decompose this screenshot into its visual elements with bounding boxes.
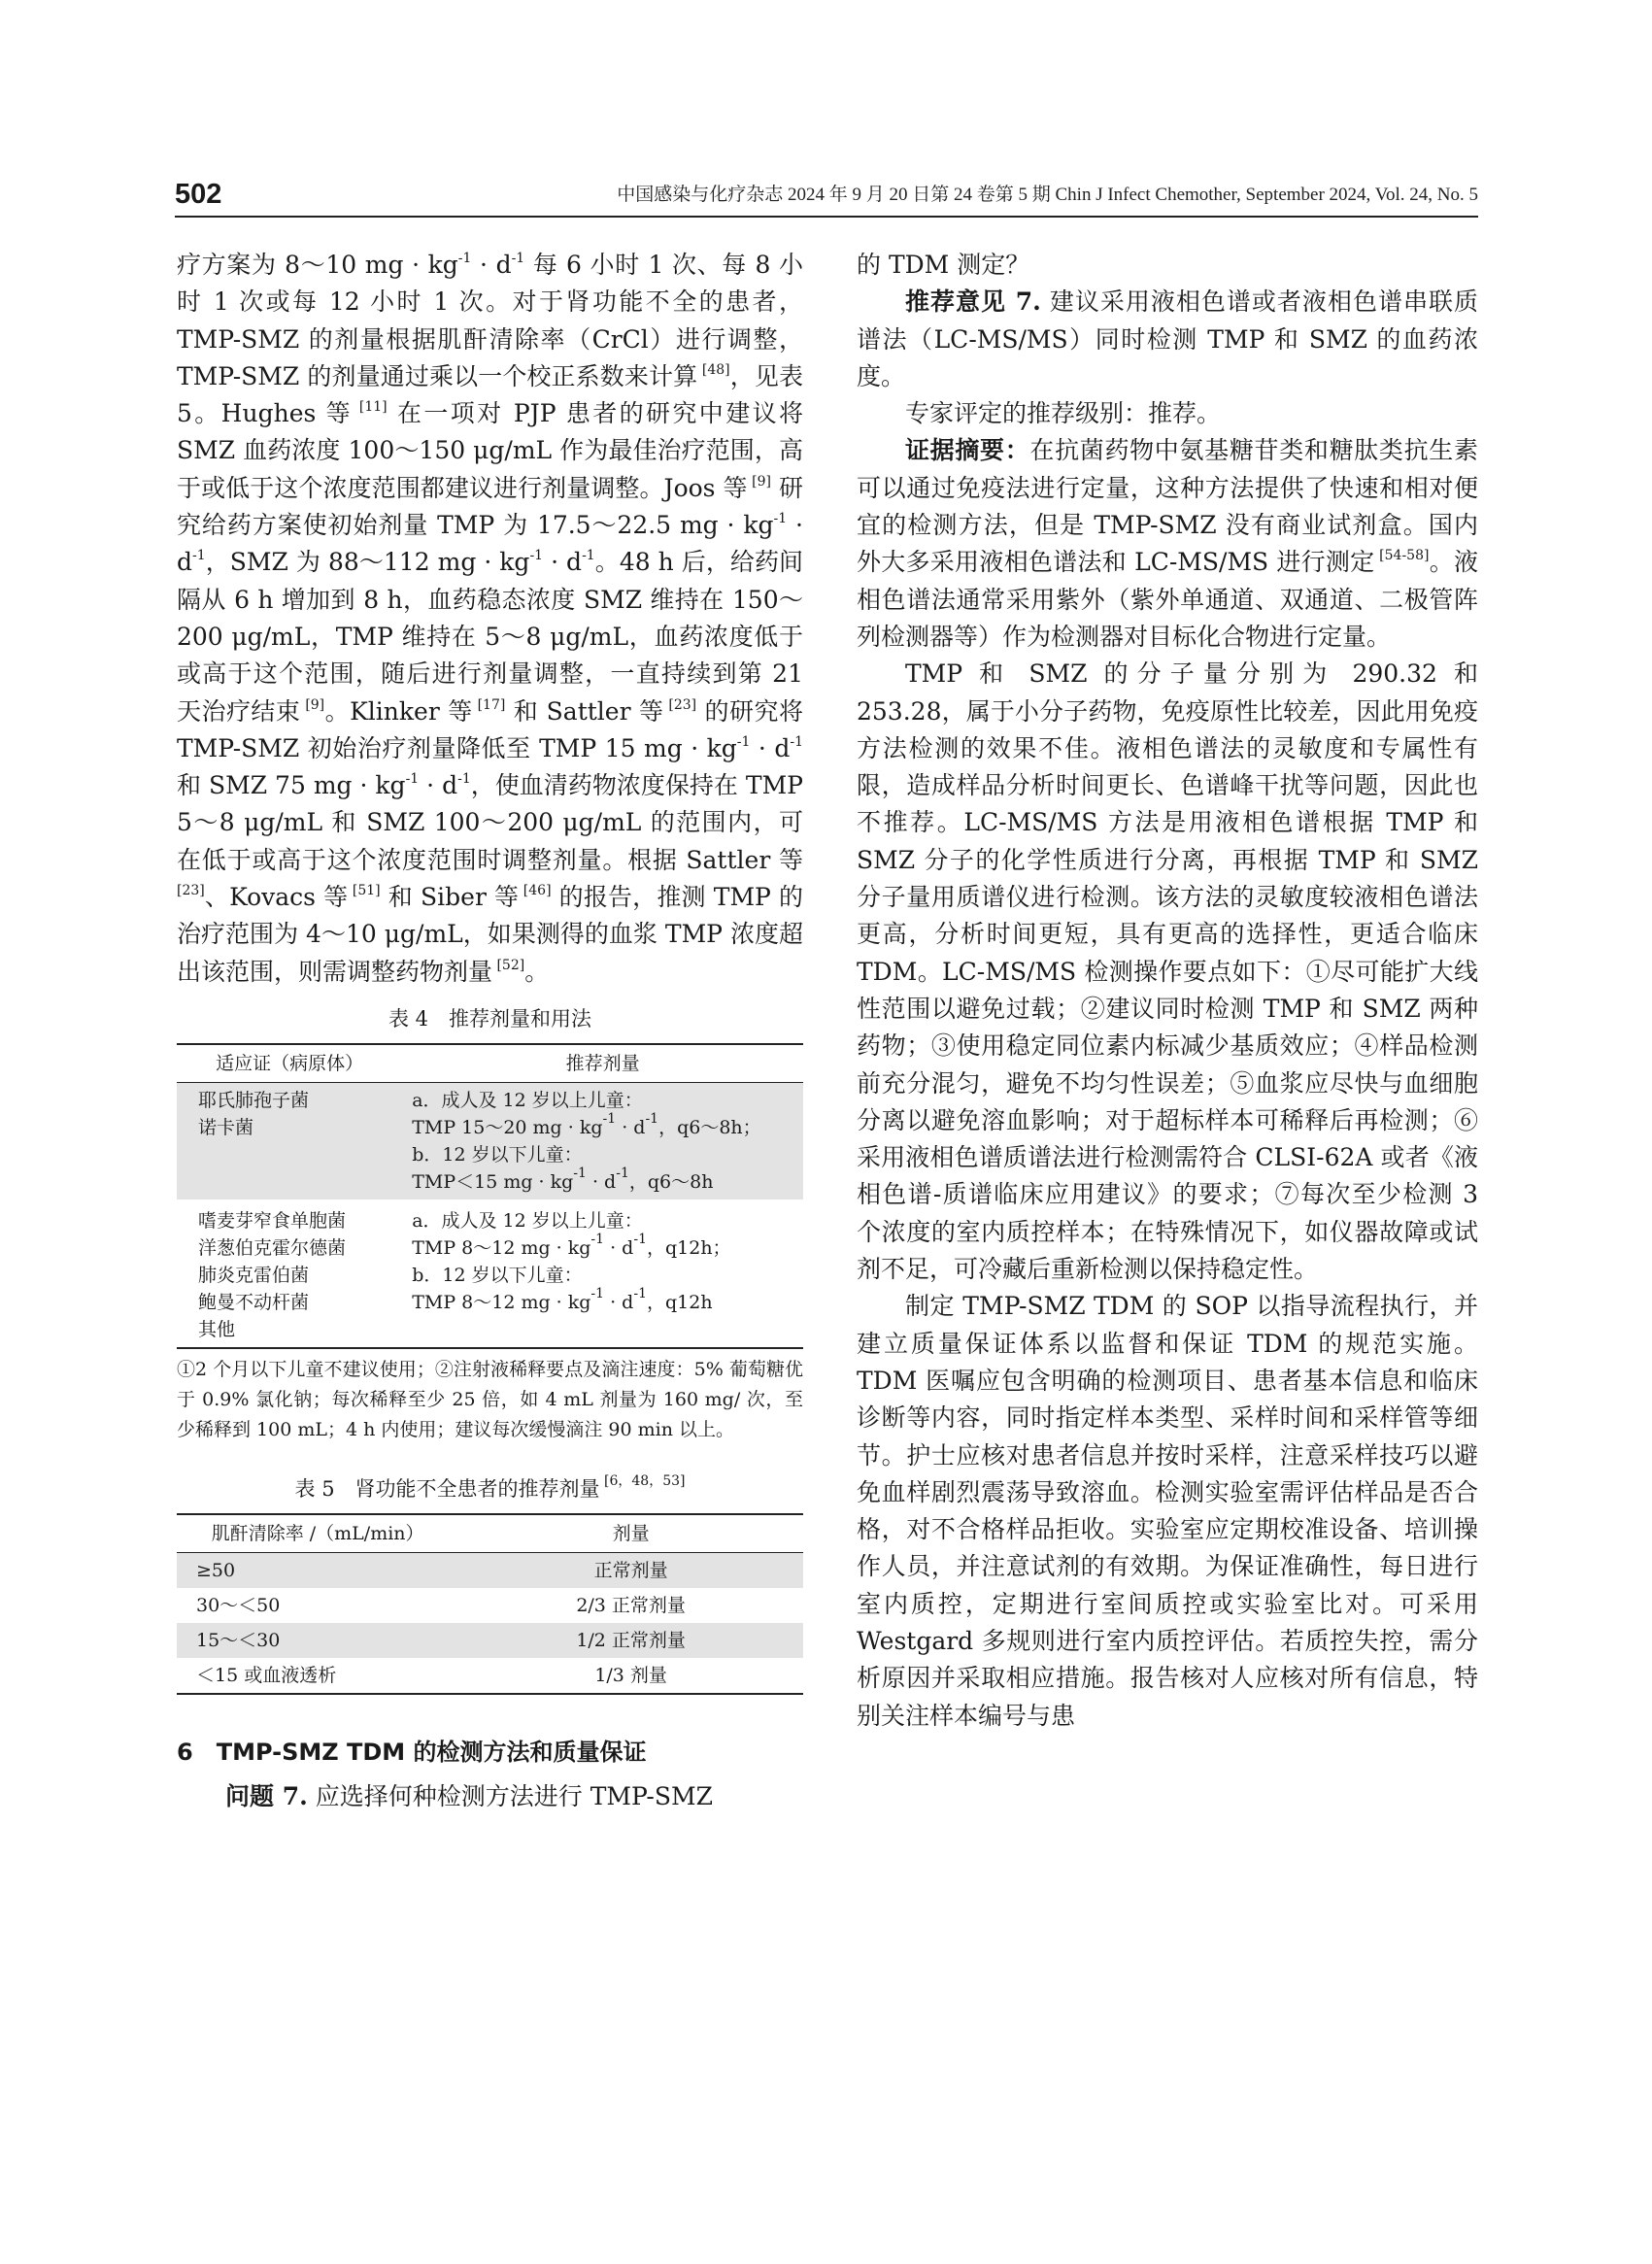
renal-dosage-table xyxy=(177,1513,803,1695)
body-paragraph: TMP 和 SMZ 的分子量分别为 290.32 和 253.28，属于小分子药物，免疫原性比较差，因此用免疫方法检测的效果不佳。液相色谱法的灵敏度和专属性有限，造成样品分析时间更长、色谱峰干扰等问题，因此也不推荐。LC-MS/MS 方法是用液相色谱根据 TMP 和 SMZ 分子的化学性质进行分离，再根据 TMP 和 SMZ 分子量用质谱仪进行检测。该方法的灵敏度较液相色谱法更高，分析时间更短，具有更高的选择性，更适合临床 TDM。LC-MS/MS 检测操作要点如下：①尽可能扩大线性范围以避免过载；②建议同时检测 TMP 和 SMZ 两种药物；③使用稳定同位素内标减少基质效应；④样品检测前充分混匀，避免不均匀性误差；⑤血浆应尽快与血细胞分离以避免溶血影响；对于超标样本可稀释后再检测；⑥采用液相色谱质谱法进行检测需符合 CLSI-62A 或者《液相色谱-质谱临床应用建议》的要求；⑦每次至少检测 3 个浓度的室内质控样本；在特殊情况下，如仪器故障或试剂不足，可冷藏后重新检测以保持稳定性。 xyxy=(857,659,1478,1284)
right-column xyxy=(857,247,1478,1735)
recommendation-paragraph: 推荐意见 7. 建议采用液相色谱或者液相色谱串联质谱法（LC-MS/MS）同时检测 TMP 和 SMZ 的血药浓度。 xyxy=(857,287,1478,390)
table-caption: 表 4 推荐剂量和用法 xyxy=(388,1006,592,1031)
body-paragraph: 疗方案为 8～10 mg · $kg^{-1} \cdot d^{-1}$ 每 6 小时 1 次、每 8 小时 1 次或每 12 小时 1 次。对于肾功能不全的患者，TMP-SMZ 的剂量根据肌酐清除率（CrCl）进行调整，TMP-SMZ 的剂量通过乘以一个校正系数来计算 [48]，见表 5。Hughes 等 [11] 在一项对 PJP 患者的研究中建议将 SMZ 血药浓度 100～150 μg/mL 作为最佳治疗范围，高于或低于这个浓度范围都建议进行剂量调整。Joos 等 [9] 研究给药方案使初始剂量 TMP 为 17.5～22.5 mg · $kg^{-1} \cdot d^{-1}$，SMZ 为 88～112 mg · $kg^{-1} \cdot d^{-1}$。48 h 后，给药间隔从 6 h 增加到 8 h，血药稳态浓度 SMZ 维持在 150～200 μg/mL，TMP 维持在 5～8 μg/mL，血药浓度低于或高于这个范围，随后进行剂量调整，一直持续到第 21 天治疗结束 [9]。Klinker 等 [17] 和 Sattler 等 [23] 的研究将 TMP-SMZ 初始治疗剂量降低至 TMP 15 mg · $kg^{-1} \cdot d^{-1}$ 和 SMZ 75 mg · $kg^{-1} \cdot d^{-1}$，使血清药物浓度保持在 TMP 5～8 μg/mL 和 SMZ 100～200 μg/mL 的范围内，可在低于或高于这个浓度范围时调整剂量。根据 Sattler 等 [23]、Kovacs 等 [51] 和 Siber 等 [46] 的报告，推测 TMP 的治疗范围为 4～10 μg/mL，如果测得的血浆 TMP 浓度超出该范围，则需调整药物剂量 [52]。 xyxy=(177,251,804,986)
table-header: 推荐剂量 xyxy=(402,1044,803,1083)
table-row: 30～＜50 2/3 正常剂量 xyxy=(196,1594,686,1616)
page-number: 502 xyxy=(175,179,222,210)
question-paragraph: 问题 7. 应选择何种检测方法进行 TMP-SMZ xyxy=(225,1781,713,1810)
dosage-table xyxy=(177,1043,803,1349)
table-header: 适应证（病原体） xyxy=(177,1044,402,1083)
left-column xyxy=(177,247,803,1815)
table-row: 15～＜30 1/2 正常剂量 xyxy=(177,1623,803,1658)
table-row: 耶氏肺孢子菌 诺卡菌 a．成人及 12 岁以上儿童： TMP 15～20 mg · $kg^{-1} \cdot d^{-1}$，q6～8h； b．12 岁以下儿童： TMP＜15 mg · $kg^{-1} \cdot d^{-1}$，q6～8h xyxy=(177,1082,803,1200)
table-row: ＜15 或血液透析 1/3 剂量 xyxy=(177,1658,803,1694)
journal-running-title: 中国感染与化疗杂志 2024 年 9 月 20 日第 24 卷第 5 期 Chin J Infect Chemother, September 2024, Vol. 24, No. 5 xyxy=(617,185,1478,205)
table-row: 嗜麦芽窄食单胞菌 洋葱伯克霍尔德菌 肺炎克雷伯菌 鲍曼不动杆菌 其他 a．成人及 12 岁以上儿童： TMP 8～12 mg · $kg^{-1} \cdot d^{-1}$，q12h； b．12 岁以下儿童： TMP 8～12 mg · $kg^{-1} \cdot d^{-1}$，q12h xyxy=(177,1200,803,1348)
table-row: ≥50 正常剂量 xyxy=(177,1552,803,1588)
page-header xyxy=(175,177,1478,218)
section-heading: 6 TMP-SMZ TDM 的检测方法和质量保证 xyxy=(177,1738,647,1766)
table-note: ①2 个月以下儿童不建议使用；②注射液稀释要点及滴注速度：5% 葡萄糖优于 0.9% 氯化钠；每次稀释至少 25 倍，如 4 mL 剂量为 160 mg/ 次，至少稀释到 100 mL；4 h 内使用；建议每次缓慢滴注 90 min 以上。 xyxy=(177,1358,803,1440)
table-caption: 表 5 肾功能不全患者的推荐剂量 [6，48，53] xyxy=(294,1472,686,1501)
table-4 xyxy=(177,1004,803,1445)
evidence-summary: 证据摘要：在抗菌药物中氨基糖苷类和糖肽类抗生素可以通过免疫法进行定量，这种方法提供了快速和相对便宜的检测方法，但是 TMP-SMZ 没有商业试剂盒。国内外大多采用液相色谱法和 LC-MS/MS 进行测定 [54-58]。液相色谱法通常采用紫外（紫外单通道、双通道、二极管阵列检测器等）作为检测器对目标化合物进行定量。 xyxy=(857,436,1478,651)
recommendation-level: 专家评定的推荐级别：推荐。 xyxy=(905,399,1222,428)
body-paragraph: 的 TDM 测定？ xyxy=(857,251,1030,279)
table-5 xyxy=(177,1474,803,1695)
table-header: 剂量 xyxy=(458,1514,803,1553)
body-paragraph: 制定 TMP-SMZ TDM 的 SOP 以指导流程执行，并建立质量保证体系以监督和保证 TDM 的规范实施。TDM 医嘱应包含明确的检测项目、患者基本信息和临床诊断等内容，同时指定样本类型、采样时间和采样管等细节。护士应核对患者信息并按时采样，注意采样技巧以避免血样剧烈震荡导致溶血。检测实验室需评估样品是否合格，对不合格样品拒收。实验室应定期校准设备、培训操作人员，并注意试剂的有效期。为保证准确性，每日进行室内质控，定期进行室间质控或实验室比对。可采用 Westgard 多规则进行室内质控评估。若质控失控，需分析原因并采取相应措施。报告核对人应核对所有信息，特别关注样本编号与患 xyxy=(857,1292,1478,1730)
table-header: 肌酐清除率 /（mL/min） xyxy=(177,1514,458,1553)
